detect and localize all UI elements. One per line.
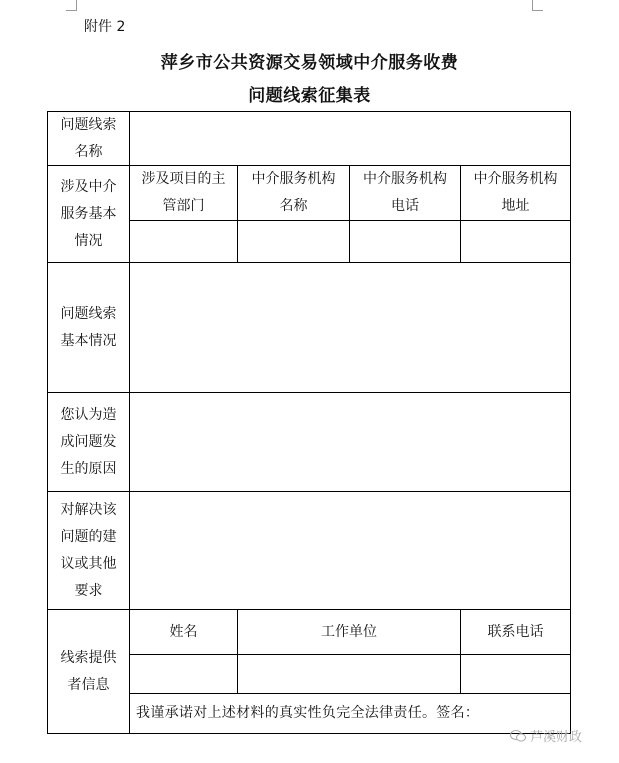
table-border-right <box>570 111 571 734</box>
watermark <box>510 726 582 745</box>
field-provider-name[interactable] <box>130 655 237 693</box>
field-provider-workplace[interactable] <box>238 655 460 693</box>
header-supervising-department: 涉及项目的主 管部门 <box>141 171 226 214</box>
document-title-line2: 问题线索征集表 <box>248 86 371 106</box>
header-provider-workplace: 工作单位 <box>321 623 377 640</box>
field-agency-phone[interactable] <box>350 221 460 262</box>
watermark-text: 芦溪财政 <box>530 730 583 745</box>
field-provider-phone[interactable] <box>461 655 570 693</box>
header-agency-name: 中介服务机构 名称 <box>251 171 336 214</box>
field-suggestions[interactable] <box>130 492 570 609</box>
header-provider-name: 姓名 <box>169 623 198 640</box>
page-corner-mark-right <box>532 0 543 11</box>
header-provider-phone: 联系电话 <box>487 623 544 640</box>
label-agency-info: 涉及中介 服务基本 情况 <box>60 178 117 249</box>
pledge-signature-line[interactable]: 我谨承诺对上述材料的真实性负完全法律责任。签名： <box>136 705 480 721</box>
field-problem-cause[interactable] <box>130 393 570 491</box>
field-supervising-department[interactable] <box>130 221 237 262</box>
label-provider-info: 线索提供 者信息 <box>60 649 117 693</box>
field-clue-name[interactable] <box>130 112 570 165</box>
page-corner-mark-left <box>66 0 77 11</box>
label-clue-basic-info: 问题线索 基本情况 <box>60 305 117 349</box>
label-problem-cause: 您认为造 成问题发 生的原因 <box>60 406 117 477</box>
header-agency-address: 中介服务机构 地址 <box>473 171 558 214</box>
label-clue-name: 问题线索 名称 <box>60 116 117 160</box>
field-clue-basic-info[interactable] <box>130 263 570 392</box>
attachment-label: 附件 2 <box>84 19 126 35</box>
header-agency-phone: 中介服务机构 电话 <box>363 171 447 214</box>
document-title-line1: 萍乡市公共资源交易领域中介服务收费 <box>160 53 459 73</box>
field-agency-name[interactable] <box>238 221 349 262</box>
table-border-bottom <box>47 733 571 734</box>
field-agency-address[interactable] <box>461 221 570 262</box>
wechat-icon <box>510 730 526 742</box>
label-suggestions: 对解决该 问题的建 议或其他 要求 <box>60 501 117 599</box>
